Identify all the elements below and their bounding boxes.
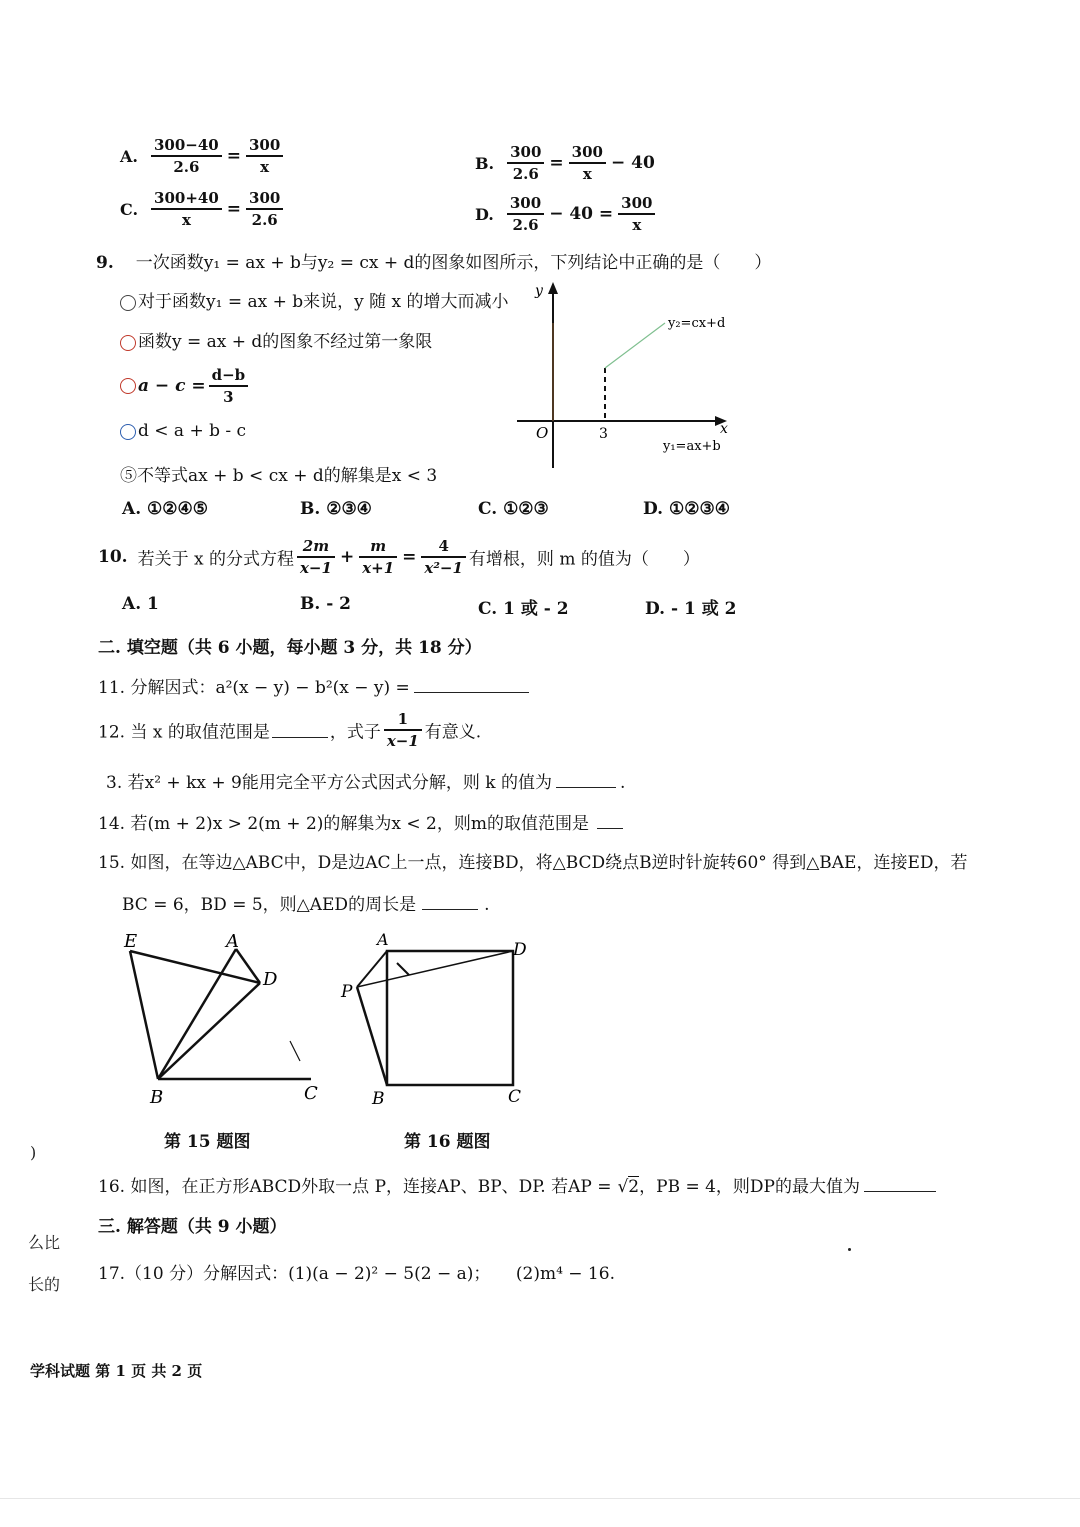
line-y1-label: y₁=ax+b [663, 439, 721, 454]
denominator: x [582, 165, 592, 183]
sqrt-icon: √ [617, 1177, 629, 1197]
q9-graph [505, 278, 755, 478]
circled-two-icon [120, 335, 136, 351]
section-3-heading: 三. 解答题（共 9 小题） [98, 1217, 287, 1237]
vertex-label-D: D [513, 940, 527, 960]
q9-statement-3 [120, 366, 251, 406]
edge-fragment: 长的 [28, 1275, 61, 1294]
segment-PB [357, 987, 387, 1085]
vertex-label-B: B [150, 1087, 164, 1108]
page-footer: 学科试题 第 1 页 共 2 页 [30, 1362, 203, 1380]
question-text: ，式子 [329, 722, 381, 743]
minus-equals: − 40 = [549, 204, 614, 224]
question-text: 有意义. [424, 722, 482, 743]
q9-statement-1 [120, 287, 509, 312]
period: . [484, 895, 490, 915]
numerator: 300 [246, 189, 283, 210]
fraction [246, 189, 283, 229]
q8-option-d [475, 194, 658, 234]
question-text: 16. 如图，在正方形ABCD外取一点 P，连接AP、BP、DP. 若AP = [98, 1177, 612, 1197]
denominator: 2.6 [173, 158, 200, 176]
fraction [151, 189, 222, 229]
vertex-label-E: E [124, 931, 138, 952]
q8-option-b [475, 143, 657, 183]
answer-blank[interactable] [556, 773, 616, 788]
fraction [359, 537, 397, 577]
fraction [507, 194, 544, 234]
numerator: 1 [384, 710, 422, 731]
figure-16 [335, 925, 540, 1110]
stray-dot [848, 1248, 851, 1251]
equals: = [226, 199, 242, 219]
numerator: 300−40 [151, 136, 222, 157]
q10-option-d: D. - 1 或 2 [645, 599, 737, 619]
figure-15 [118, 925, 333, 1110]
circled-four-icon [120, 424, 136, 440]
numerator: 300 [618, 194, 655, 215]
q15-line-1: 15. 如图，在等边△ABC中，D是边AC上一点，连接BD，将△BCD绕点B逆时针旋转60° 得到△BAE，连接ED，若 [98, 853, 968, 873]
q9-statement-5 [120, 461, 437, 486]
numerator: 300 [507, 194, 544, 215]
numerator: 300 [246, 136, 283, 157]
edge-fragment: ) [30, 1143, 37, 1162]
plus: + [339, 547, 355, 567]
segment-EB [130, 951, 158, 1079]
fraction [507, 143, 544, 183]
q9-option-b: B. ②③④ [300, 499, 372, 519]
question-text: 3. 若x² + kx + 9能用完全平方公式因式分解，则 k 的值为 [106, 773, 552, 793]
vertex-label-C: C [508, 1087, 522, 1107]
q8-option-c [120, 189, 286, 229]
denominator: 2.6 [512, 216, 539, 234]
statement-text: d < a + b - c [138, 421, 247, 441]
question-number: 9. [96, 253, 114, 273]
tick-3-label: 3 [599, 426, 608, 442]
option-label: D. [475, 204, 494, 224]
q10-stem [98, 537, 700, 577]
q8-option-a [120, 136, 286, 176]
question-text: 若关于 x 的分式方程 [137, 549, 294, 570]
q15-line-2 [122, 890, 489, 915]
q9-stem [96, 248, 771, 273]
stray-mark [290, 1041, 300, 1061]
q9-option-c: C. ①②③ [478, 499, 549, 519]
vertex-label-D: D [263, 969, 278, 990]
numerator: m [359, 537, 397, 558]
q10-option-b: B. - 2 [300, 594, 352, 614]
section-2-heading: 二. 填空题（共 6 小题，每小题 3 分，共 18 分） [98, 638, 482, 658]
q16 [98, 1172, 936, 1197]
segment-PD [357, 951, 513, 987]
q13 [106, 768, 625, 793]
question-text: ，PB = 4，则DP的最大值为 [639, 1177, 860, 1197]
q12 [98, 710, 481, 750]
minus-term: − 40 [610, 153, 655, 173]
answer-blank[interactable] [597, 814, 623, 829]
vertex-label-A: A [377, 930, 389, 949]
numerator: 300+40 [151, 189, 222, 210]
numerator: d−b [209, 366, 249, 387]
vertex-label-B: B [372, 1089, 385, 1109]
numerator: 300 [507, 143, 544, 164]
line-y2-label: y₂=cx+d [668, 316, 726, 331]
q9-statement-4 [120, 421, 246, 441]
circled-one-icon [120, 295, 136, 311]
vertex-label-A: A [226, 931, 239, 952]
page-bottom-line [0, 1498, 1080, 1499]
answer-blank[interactable] [422, 895, 478, 910]
denominator: x−1 [386, 732, 419, 750]
statement-text: ⑤不等式ax + b < cx + d的解集是x < 3 [120, 466, 438, 486]
question-text: 一次函数y₁ = ax + b与y₂ = cx + d的图象如图所示，下列结论中正确的是（ ） [135, 253, 772, 273]
y-label: y [535, 283, 543, 299]
helper-mark [397, 963, 409, 975]
edge-fragment: 么比 [28, 1233, 61, 1252]
numerator: 2m [297, 537, 335, 558]
statement-text: 函数y = ax + d的图象不经过第一象限 [138, 332, 433, 352]
q11 [98, 673, 529, 698]
numerator: 300 [569, 143, 606, 164]
denominator: x [260, 158, 270, 176]
question-text: 12. 当 x 的取值范围是 [98, 722, 270, 743]
denominator: 3 [223, 388, 234, 406]
question-text: 14. 若(m + 2)x > 2(m + 2)的解集为x < 2，则m的取值范围是 [98, 814, 589, 834]
fraction [618, 194, 655, 234]
question-text: 有增根，则 m 的值为（ ） [468, 549, 700, 570]
statement-text: 对于函数y₁ = ax + b来说，y 随 x 的增大而减小 [138, 292, 509, 312]
option-label: A. [120, 146, 138, 166]
segment-BD [158, 983, 260, 1079]
circled-three-icon [120, 378, 136, 394]
option-label: C. [120, 199, 139, 219]
denominator: x²−1 [424, 559, 463, 577]
denominator: x+1 [362, 559, 395, 577]
fraction [421, 537, 466, 577]
origin-label: O [536, 424, 549, 442]
equals: = [549, 153, 564, 173]
period: . [619, 773, 626, 793]
vertex-label-C: C [304, 1083, 318, 1104]
fraction [569, 143, 606, 183]
q9-statement-2 [120, 327, 432, 352]
sqrt-radicand: 2 [628, 1177, 640, 1197]
denominator: 2.6 [512, 165, 539, 183]
q9-option-d: D. ①②③④ [643, 499, 730, 519]
q10-option-a: A. 1 [122, 594, 159, 614]
denominator: x [632, 216, 642, 234]
question-number: 10. [98, 547, 128, 567]
numerator: 4 [421, 537, 466, 558]
fraction [151, 136, 222, 176]
q17: 17.（10 分）分解因式：(1)(a − 2)² − 5(2 − a)； (2)m⁴ − 16. [98, 1264, 615, 1284]
equals: = [402, 547, 417, 567]
denominator: x [181, 211, 191, 229]
fraction [384, 710, 422, 750]
question-text: 11. 分解因式：a²(x − y) − b²(x − y) = [98, 678, 410, 698]
x-label: x [720, 421, 728, 437]
line-y2 [605, 323, 665, 368]
statement-text: a − c = [138, 376, 206, 396]
fraction [209, 366, 249, 406]
answer-blank[interactable] [864, 1177, 936, 1192]
question-text: BC = 6，BD = 5，则△AED的周长是 [122, 895, 417, 915]
vertex-label-P: P [341, 982, 353, 1002]
option-label: B. [475, 153, 495, 173]
answer-blank[interactable] [414, 678, 529, 693]
figure-15-caption: 第 15 题图 [164, 1132, 251, 1152]
q9-option-a: A. ①②④⑤ [122, 499, 208, 519]
q10-option-c: C. 1 或 - 2 [478, 599, 569, 619]
fraction [297, 537, 335, 577]
answer-blank[interactable] [272, 723, 328, 738]
figure-16-caption: 第 16 题图 [404, 1132, 491, 1152]
fraction [246, 136, 283, 176]
equals: = [226, 146, 241, 166]
y-axis-arrow-icon [548, 282, 558, 294]
denominator: 2.6 [251, 211, 278, 229]
denominator: x−1 [299, 559, 332, 577]
q14 [98, 809, 623, 834]
